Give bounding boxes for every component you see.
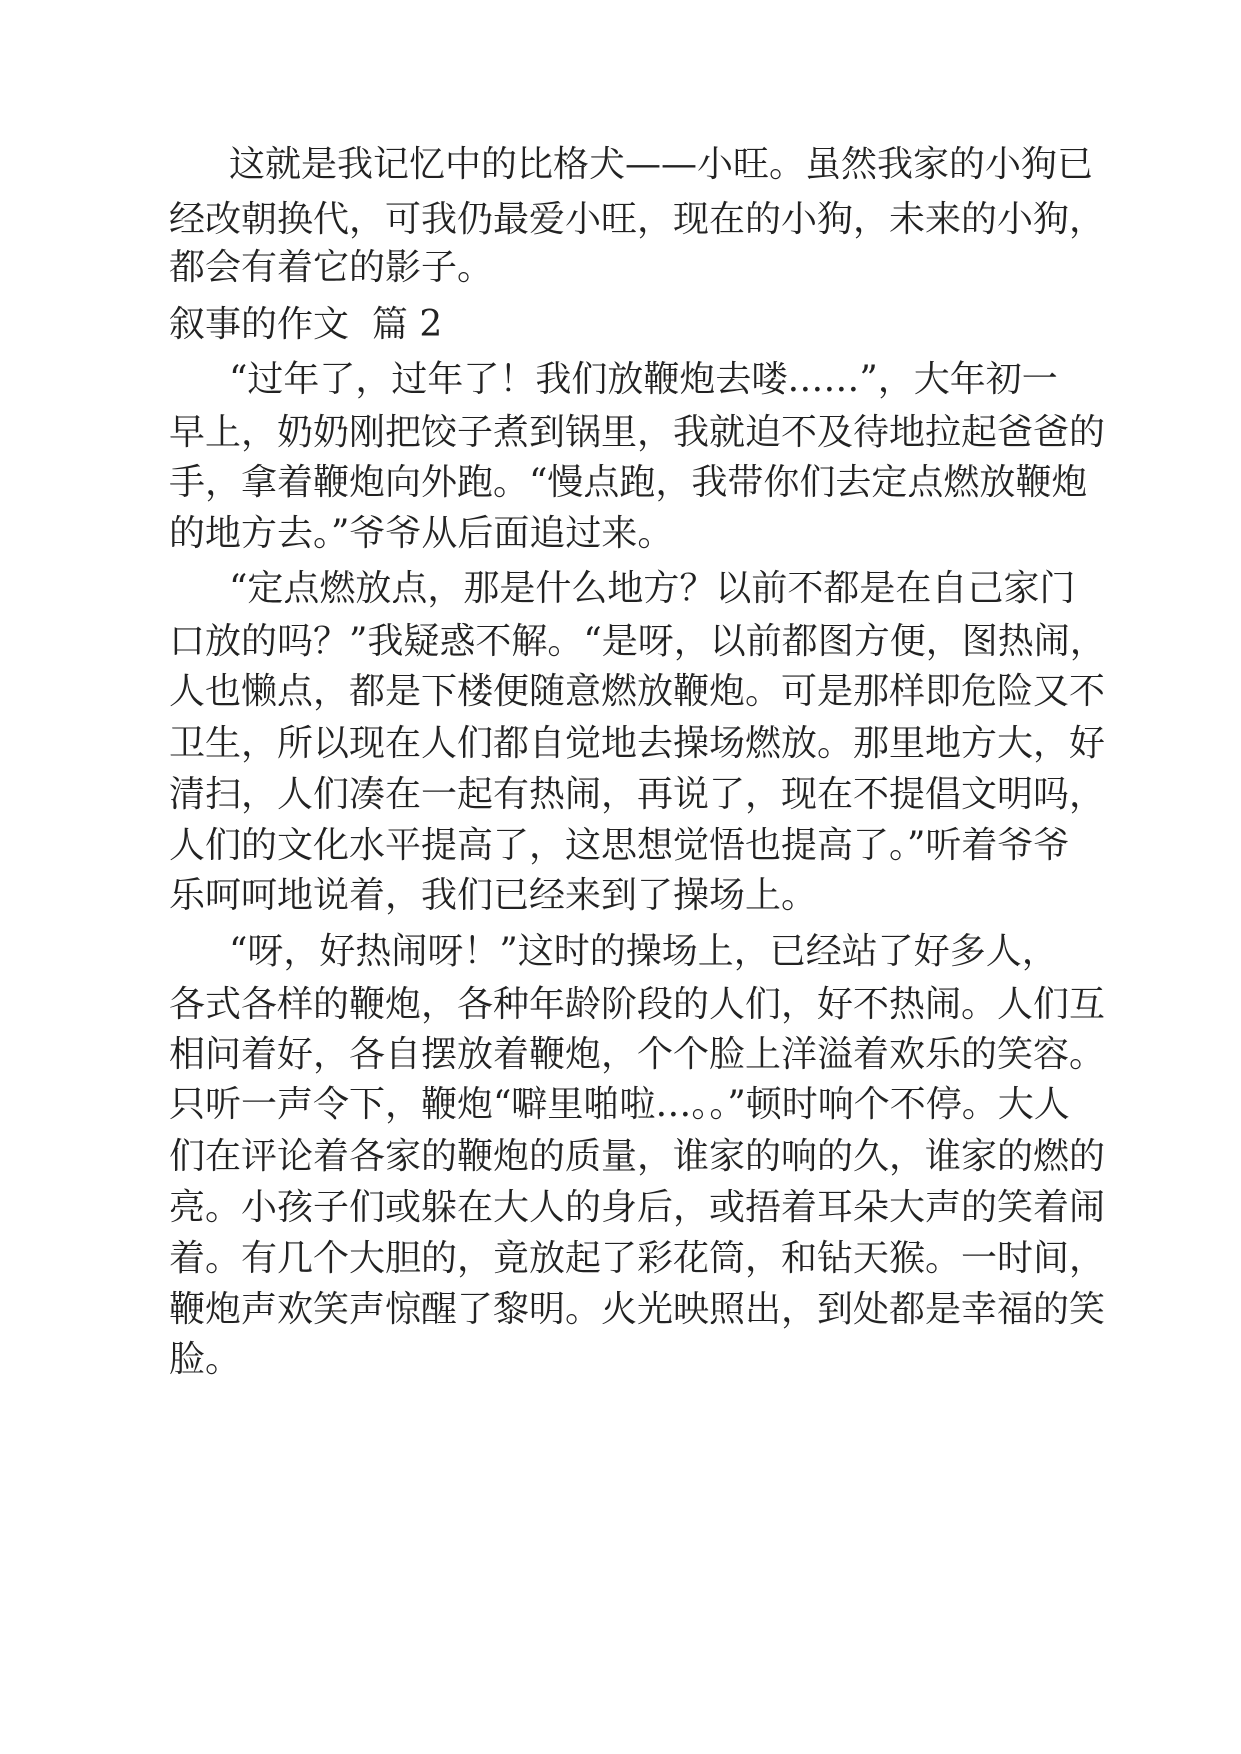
- text-line: 清扫，人们凑在一起有热闹，再说了，现在不提倡文明吗，: [169, 774, 1106, 815]
- text-line: 手，拿着鞭炮向外跑。“慢点跑，我带你们去定点燃放鞭炮: [169, 462, 1088, 503]
- text-line: “呀，好热闹呀！”这时的操场上，已经站了好多人，: [229, 931, 1058, 972]
- text-line: 只听一声令下，鞭炮“噼里啪啦…。。”顿时响个不停。大人: [169, 1084, 1070, 1125]
- text-line: 卫生，所以现在人们都自觉地去操场燃放。那里地方大，好: [169, 723, 1106, 764]
- text-line: 各式各样的鞭炮，各种年龄阶段的人们，好不热闹。人们互: [169, 984, 1106, 1025]
- text-line: 乐呵呵地说着，我们已经来到了操场上。: [169, 875, 818, 916]
- text-line: 这就是我记忆中的比格犬——小旺。虽然我家的小狗已: [229, 144, 1094, 185]
- text-line: 早上，奶奶刚把饺子煮到锅里，我就迫不及待地拉起爸爸的: [169, 412, 1106, 453]
- text-line: 都会有着它的影子。: [169, 247, 494, 288]
- text-line: 的地方去。”爷爷从后面追过来。: [169, 513, 674, 554]
- text-line: 们在评论着各家的鞭炮的质量，谁家的响的久，谁家的燃的: [169, 1136, 1106, 1177]
- text-line: 经改朝换代，可我仍最爱小旺，现在的小狗，未来的小狗，: [169, 199, 1106, 240]
- text-line: 着。有几个大胆的，竟放起了彩花筒，和钻天猴。一时间，: [169, 1238, 1106, 1279]
- text-line: 相问着好，各自摆放着鞭炮，个个脸上洋溢着欢乐的笑容。: [169, 1034, 1106, 1075]
- text-line: 口放的吗？”我疑惑不解。“是呀，以前都图方便，图热闹，: [169, 621, 1106, 662]
- text-line: 人们的文化水平提高了，这思想觉悟也提高了。”听着爷爷: [169, 825, 1070, 866]
- text-line: 亮。小孩子们或躲在大人的身后，或捂着耳朵大声的笑着闹: [169, 1187, 1106, 1228]
- text-line: “定点燃放点，那是什么地方？以前不都是在自己家门: [229, 568, 1076, 609]
- text-line: 鞭炮声欢笑声惊醒了黎明。火光映照出，到处都是幸福的笑: [169, 1289, 1106, 1330]
- text-line: 脸。: [169, 1339, 242, 1380]
- section-heading: 叙事的作文 篇 2: [169, 304, 443, 345]
- text-line: “过年了，过年了！我们放鞭炮去喽……”，大年初一: [229, 359, 1058, 400]
- text-line: 人也懒点，都是下楼便随意燃放鞭炮。可是那样即危险又不: [169, 671, 1106, 712]
